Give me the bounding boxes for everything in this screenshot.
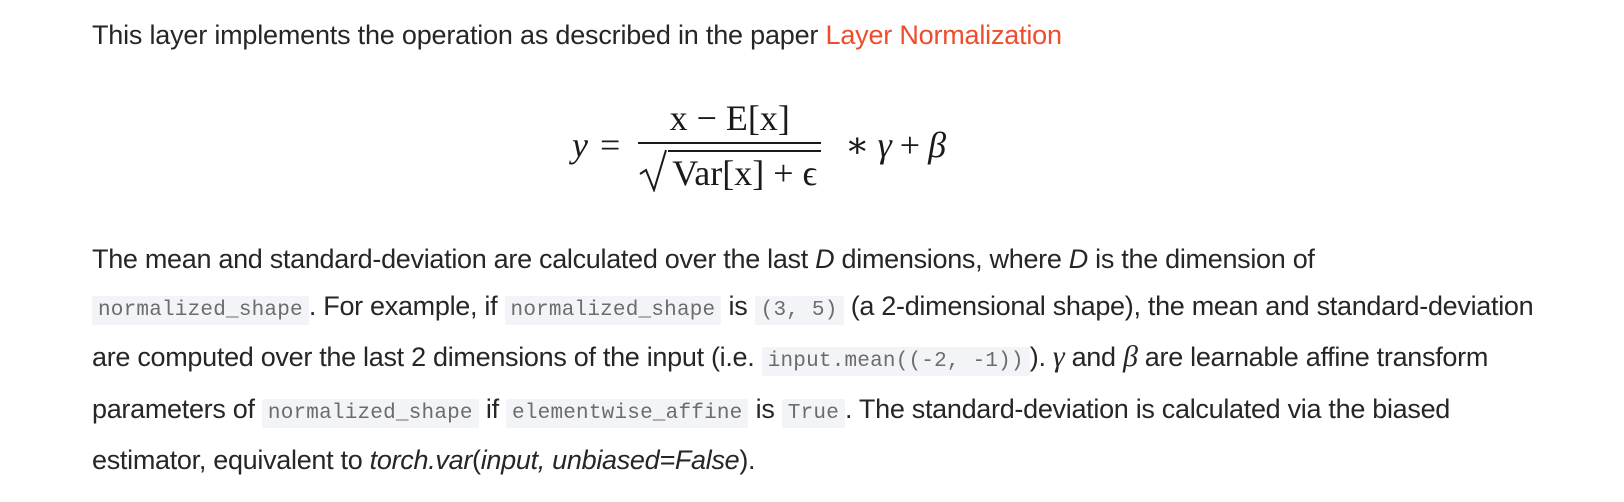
formula-tail	[837, 124, 946, 166]
code-shape-tuple	[755, 296, 844, 325]
formula-equals: =	[599, 125, 621, 165]
desc-text: The mean and standard-deviation are calculated over the last	[92, 244, 816, 274]
desc-torch-var: torch.var	[369, 445, 473, 475]
desc-text: dimensions, where	[834, 244, 1069, 274]
desc-torch-args: input, unbiased=False	[480, 445, 740, 475]
formula-beta: β	[928, 125, 947, 165]
doc-content	[92, 0, 1562, 475]
formula-numerator: x − E[x]	[669, 98, 790, 138]
desc-var-d: D	[815, 244, 835, 274]
formula-lhs: y	[572, 125, 588, 165]
desc-var-d: D	[1068, 244, 1088, 274]
desc-text: and	[1064, 342, 1123, 372]
desc-text: ).	[739, 445, 756, 475]
code-normalized-shape: normalized_shape	[262, 399, 479, 428]
code-normalized-shape: normalized_shape	[92, 296, 309, 325]
code-mean-part: -1))	[972, 350, 1024, 373]
desc-gamma: γ	[1052, 340, 1065, 373]
desc-text: . The standard-deviation is calculated via the biased estimator, equivalent to	[92, 393, 1450, 475]
formula-radicand: Var[x] + ϵ	[668, 150, 821, 192]
desc-text: (	[472, 445, 481, 475]
radical-sign-icon	[638, 148, 668, 192]
desc-text: (a 2-dimensional shape), the mean and standard-deviation are computed over the last 2 dimensions of the input (i.e.	[92, 290, 1534, 372]
desc-text: is	[748, 393, 782, 424]
formula-denominator	[638, 144, 821, 192]
formula-plus: +	[899, 125, 921, 165]
desc-text: is the dimension of	[1087, 244, 1315, 274]
code-shape-part: (3,	[760, 298, 800, 322]
layer-normalization-link[interactable]: Layer Normalization	[825, 20, 1062, 50]
code-elementwise-affine: elementwise_affine	[506, 399, 748, 428]
desc-text: are learnable affine transform parameters of	[92, 342, 1489, 424]
description-paragraph	[92, 236, 1562, 484]
square-root	[638, 148, 821, 192]
code-mean-part: input.mean((-2,	[767, 350, 960, 373]
layer-norm-formula	[572, 90, 946, 200]
formula-fraction	[638, 98, 821, 192]
code-true: True	[782, 399, 845, 428]
desc-text: if	[478, 393, 507, 424]
desc-text: ).	[1029, 342, 1053, 372]
desc-text: is	[721, 290, 755, 321]
code-shape-part: 5)	[811, 298, 838, 322]
desc-beta: β	[1122, 340, 1138, 373]
code-input-mean	[762, 347, 1030, 376]
formula-gamma: γ	[877, 125, 892, 165]
intro-text: This layer implements the operation as described in the paper	[92, 20, 826, 50]
desc-text: . For example, if	[308, 290, 505, 321]
formula-times: ∗	[845, 125, 870, 165]
intro-paragraph	[92, 0, 1562, 53]
code-normalized-shape: normalized_shape	[505, 296, 722, 325]
